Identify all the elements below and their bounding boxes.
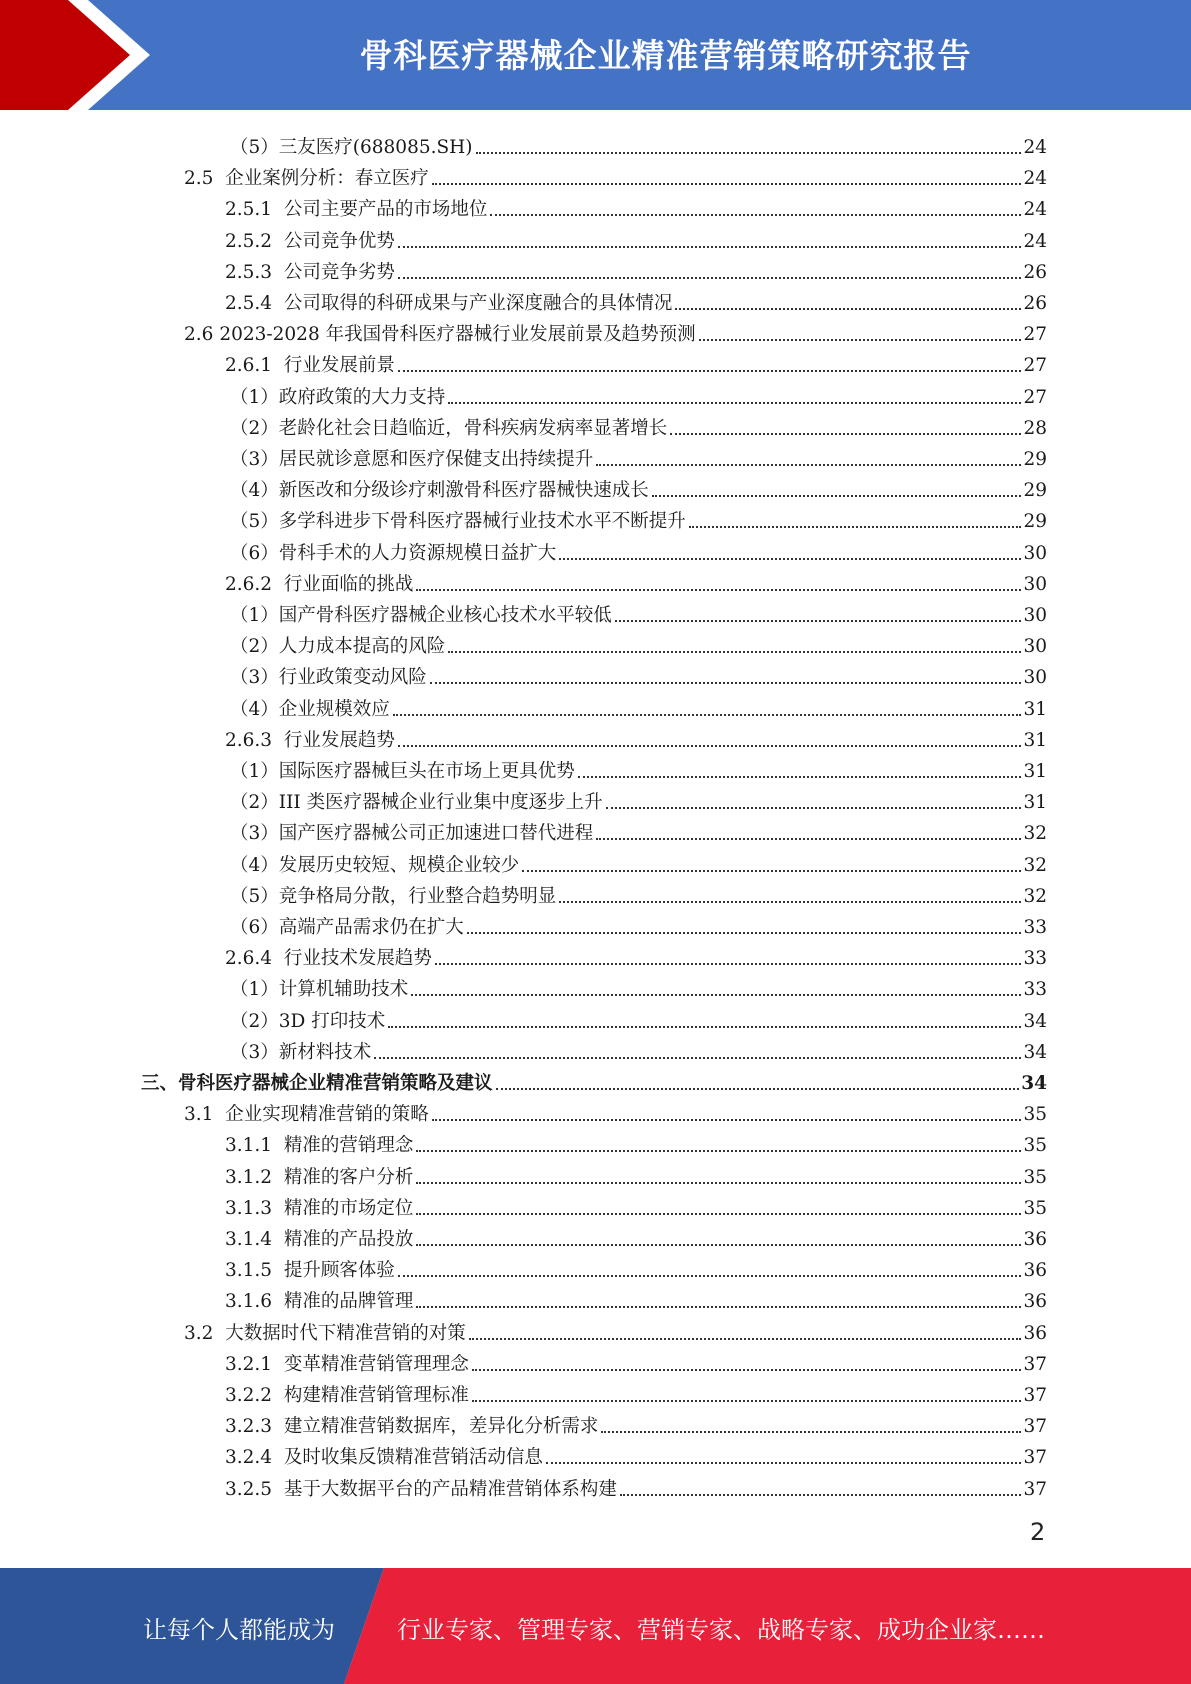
toc-entry-number: 3.2.4 bbox=[225, 1447, 284, 1468]
toc-entry-page: 37 bbox=[1023, 1385, 1047, 1406]
toc-dot-leader bbox=[388, 1025, 1021, 1028]
toc-dot-leader bbox=[596, 463, 1021, 466]
toc-entry[interactable] bbox=[230, 752, 1047, 783]
toc-entry-number: （3） bbox=[230, 823, 279, 844]
toc-entry-number: （3） bbox=[230, 667, 279, 688]
toc-entry-page: 33 bbox=[1023, 948, 1047, 969]
toc-dot-leader bbox=[476, 151, 1022, 154]
toc-entry[interactable] bbox=[230, 471, 1047, 502]
toc-entry-page: 32 bbox=[1023, 855, 1047, 876]
footer-slogan-left: 让每个人都能成为 bbox=[143, 1616, 335, 1644]
toc-entry[interactable] bbox=[225, 1220, 1047, 1251]
toc-entry-page: 27 bbox=[1023, 324, 1047, 345]
toc-entry-page: 31 bbox=[1023, 792, 1047, 813]
toc-entry-title: 人力成本提高的风险 bbox=[278, 636, 446, 657]
toc-dot-leader bbox=[416, 1181, 1021, 1184]
toc-entry-page: 30 bbox=[1023, 605, 1047, 626]
toc-entry-number: （3） bbox=[230, 449, 279, 470]
toc-dot-leader bbox=[432, 1118, 1022, 1121]
header-arrow-icon bbox=[0, 0, 160, 110]
toc-dot-leader bbox=[522, 869, 1021, 872]
toc-entry-title: 精准的客户分析 bbox=[283, 1167, 414, 1188]
toc-entry[interactable] bbox=[225, 721, 1047, 752]
toc-dot-leader bbox=[416, 1243, 1021, 1246]
toc-entry[interactable] bbox=[184, 159, 1047, 190]
toc-dot-leader bbox=[374, 1056, 1021, 1059]
toc-entry-title: 高端产品需求仍在扩大 bbox=[278, 917, 464, 938]
toc-dot-leader bbox=[675, 307, 1021, 310]
toc-entry-number: 2.5.1 bbox=[225, 199, 284, 220]
toc-dot-leader bbox=[393, 713, 1022, 716]
toc-dot-leader bbox=[398, 369, 1022, 372]
toc-entry-number: 2.6.1 bbox=[225, 355, 284, 376]
toc-entry[interactable] bbox=[225, 346, 1047, 377]
toc-entry-title: 新材料技术 bbox=[278, 1042, 372, 1063]
toc-entry-title: 行业政策变动风险 bbox=[278, 667, 427, 688]
toc-dot-leader bbox=[615, 619, 1022, 622]
toc-entry-number: （5） bbox=[230, 511, 279, 532]
toc-dot-leader bbox=[601, 1430, 1021, 1433]
toc-entry-page: 35 bbox=[1023, 1135, 1047, 1156]
toc-entry-page: 24 bbox=[1023, 137, 1047, 158]
toc-entry-page: 26 bbox=[1023, 293, 1047, 314]
toc-entry-page: 24 bbox=[1023, 199, 1047, 220]
toc-entry-number: （2） bbox=[230, 418, 279, 439]
toc-entry[interactable] bbox=[225, 1345, 1047, 1376]
toc-entry[interactable] bbox=[225, 222, 1047, 253]
toc-entry-page: 36 bbox=[1023, 1260, 1047, 1281]
toc-entry[interactable] bbox=[230, 690, 1047, 721]
toc-entry-title: 公司竞争劣势 bbox=[283, 262, 395, 283]
toc-entry-number: 3.2 bbox=[184, 1323, 226, 1344]
toc-dot-leader bbox=[398, 276, 1022, 279]
toc-entry-title: 政府政策的大力支持 bbox=[278, 387, 446, 408]
page-number: 2 bbox=[1030, 1518, 1046, 1546]
toc-entry-number: 3.1.5 bbox=[225, 1260, 284, 1281]
toc-entry[interactable] bbox=[230, 627, 1047, 658]
toc-entry-title: 竞争格局分散，行业整合趋势明显 bbox=[278, 886, 557, 907]
toc-entry[interactable] bbox=[230, 1033, 1047, 1064]
toc-entry[interactable] bbox=[225, 1158, 1047, 1189]
toc-entry[interactable] bbox=[230, 440, 1047, 471]
toc-entry-number: 3.2.3 bbox=[225, 1416, 284, 1437]
toc-dot-leader bbox=[559, 557, 1021, 560]
toc-dot-leader bbox=[416, 1212, 1021, 1215]
toc-entry-title: 及时收集反馈精准营销活动信息 bbox=[283, 1447, 543, 1468]
toc-entry-title: 建立精准营销数据库，差异化分析需求 bbox=[283, 1416, 599, 1437]
toc-entry-title: 精准的品牌管理 bbox=[283, 1291, 414, 1312]
toc-entry-page: 33 bbox=[1023, 979, 1047, 1000]
toc-entry[interactable] bbox=[230, 877, 1047, 908]
toc-entry-title: 老龄化社会日趋临近，骨科疾病发病率显著增长 bbox=[278, 418, 668, 439]
toc-entry[interactable] bbox=[141, 1064, 1047, 1095]
toc-entry-title: 三友医疗(688085.SH) bbox=[278, 137, 473, 158]
toc-dot-leader bbox=[559, 900, 1021, 903]
toc-entry-page: 37 bbox=[1023, 1479, 1047, 1500]
toc-dot-leader bbox=[670, 432, 1021, 435]
toc-entry-number: 三、 bbox=[141, 1073, 179, 1094]
toc-entry[interactable] bbox=[225, 1251, 1047, 1282]
toc-entry-number: 2.5.4 bbox=[225, 293, 284, 314]
toc-entry-number: （4） bbox=[230, 855, 279, 876]
toc-dot-leader bbox=[448, 401, 1021, 404]
toc-entry[interactable] bbox=[230, 128, 1047, 159]
toc-entry-title: 国产医疗器械公司正加速进口替代进程 bbox=[278, 823, 594, 844]
toc-entry-page: 35 bbox=[1023, 1167, 1047, 1188]
toc-entry-page: 34 bbox=[1021, 1073, 1047, 1094]
toc-entry[interactable] bbox=[230, 658, 1047, 689]
toc-entry-title: 公司取得的科研成果与产业深度融合的具体情况 bbox=[283, 293, 673, 314]
toc-dot-leader bbox=[496, 1087, 1020, 1090]
toc-entry[interactable] bbox=[230, 908, 1047, 939]
toc-entry-number: （6） bbox=[230, 917, 279, 938]
toc-entry-number: （4） bbox=[230, 480, 279, 501]
toc-entry-page: 26 bbox=[1023, 262, 1047, 283]
toc-entry[interactable] bbox=[225, 1470, 1047, 1501]
toc-entry-number: （1） bbox=[230, 979, 279, 1000]
toc-entry-title: 构建精准营销管理标准 bbox=[283, 1385, 469, 1406]
toc-dot-leader bbox=[699, 338, 1022, 341]
toc-entry-number: （5） bbox=[230, 886, 279, 907]
toc-entry-title: 基于大数据平台的产品精准营销体系构建 bbox=[283, 1479, 617, 1500]
toc-entry-number: 3.2.5 bbox=[225, 1479, 284, 1500]
toc-dot-leader bbox=[606, 806, 1022, 809]
toc-entry-title: 行业发展趋势 bbox=[283, 730, 395, 751]
toc-entry-number: （5） bbox=[230, 137, 279, 158]
toc-entry-page: 27 bbox=[1023, 355, 1047, 376]
toc-entry[interactable] bbox=[225, 284, 1047, 315]
toc-entry-page: 27 bbox=[1023, 387, 1047, 408]
toc-dot-leader bbox=[416, 1149, 1021, 1152]
toc-entry-title: 行业技术发展趋势 bbox=[283, 948, 432, 969]
toc-entry-title: 2023-2028 年我国骨科医疗器械行业发展前景及趋势预测 bbox=[219, 324, 696, 345]
toc-entry-title: 居民就诊意愿和医疗保健支出持续提升 bbox=[278, 449, 594, 470]
toc-entry-title: 发展历史较短、规模企业较少 bbox=[278, 855, 520, 876]
toc-entry-page: 34 bbox=[1023, 1042, 1047, 1063]
toc-dot-leader bbox=[416, 588, 1021, 591]
toc-entry[interactable] bbox=[184, 1095, 1047, 1126]
toc-entry-number: 3.1 bbox=[184, 1104, 226, 1125]
toc-entry-number: （1） bbox=[230, 761, 279, 782]
toc-entry-title: 企业案例分析：春立医疗 bbox=[225, 168, 429, 189]
toc-entry-number: 2.5.2 bbox=[225, 231, 284, 252]
toc-entry-number: 3.1.1 bbox=[225, 1135, 284, 1156]
toc-entry[interactable] bbox=[225, 939, 1047, 970]
toc-entry-title: 精准的营销理念 bbox=[283, 1135, 414, 1156]
toc-entry-number: （4） bbox=[230, 699, 279, 720]
toc-dot-leader bbox=[596, 837, 1021, 840]
toc-dot-leader bbox=[448, 650, 1021, 653]
toc-dot-leader bbox=[472, 1368, 1022, 1371]
toc-entry-number: （2） bbox=[230, 1011, 279, 1032]
toc-dot-leader bbox=[411, 993, 1021, 996]
toc-dot-leader bbox=[398, 744, 1022, 747]
toc-entry-page: 28 bbox=[1023, 418, 1047, 439]
toc-entry-page: 31 bbox=[1023, 761, 1047, 782]
toc-entry-page: 31 bbox=[1023, 730, 1047, 751]
toc-dot-leader bbox=[652, 494, 1022, 497]
toc-dot-leader bbox=[472, 1399, 1022, 1402]
toc-entry-number: 3.2.2 bbox=[225, 1385, 284, 1406]
toc-dot-leader bbox=[435, 962, 1022, 965]
toc-entry-number: 2.6.2 bbox=[225, 574, 284, 595]
toc-entry-page: 33 bbox=[1023, 917, 1047, 938]
toc-entry-number: （1） bbox=[230, 605, 279, 626]
toc-entry[interactable] bbox=[225, 1282, 1047, 1313]
toc-entry[interactable] bbox=[230, 378, 1047, 409]
toc-entry-page: 37 bbox=[1023, 1447, 1047, 1468]
toc-entry[interactable] bbox=[184, 1314, 1047, 1345]
toc-entry-title: III 类医疗器械企业行业集中度逐步上升 bbox=[278, 792, 603, 813]
toc-entry[interactable] bbox=[230, 1002, 1047, 1033]
toc-entry-number: 3.1.2 bbox=[225, 1167, 284, 1188]
toc-entry-title: 国产骨科医疗器械企业核心技术水平较低 bbox=[278, 605, 612, 626]
toc-entry-page: 32 bbox=[1023, 823, 1047, 844]
toc-entry-title: 变革精准营销管理理念 bbox=[283, 1354, 469, 1375]
toc-entry-title: 骨科医疗器械企业精准营销策略及建议 bbox=[178, 1073, 493, 1094]
toc-entry-number: 3.1.4 bbox=[225, 1229, 284, 1250]
toc-dot-leader bbox=[398, 1274, 1022, 1277]
toc-dot-leader bbox=[490, 213, 1021, 216]
toc-entry-title: 公司竞争优势 bbox=[283, 231, 395, 252]
toc-entry-title: 3D 打印技术 bbox=[278, 1011, 386, 1032]
toc-entry[interactable] bbox=[225, 1407, 1047, 1438]
toc-entry[interactable] bbox=[225, 565, 1047, 596]
toc-entry-page: 36 bbox=[1023, 1291, 1047, 1312]
toc-entry-number: （1） bbox=[230, 387, 279, 408]
toc-entry-title: 企业实现精准营销的策略 bbox=[225, 1104, 429, 1125]
toc-entry-title: 大数据时代下精准营销的对策 bbox=[225, 1323, 466, 1344]
toc-entry-page: 36 bbox=[1023, 1323, 1047, 1344]
toc-entry-title: 行业面临的挑战 bbox=[283, 574, 414, 595]
toc-dot-leader bbox=[469, 1337, 1022, 1340]
toc-entry-number: 2.5 bbox=[184, 168, 226, 189]
toc-dot-leader bbox=[467, 931, 1022, 934]
toc-entry-title: 精准的市场定位 bbox=[283, 1198, 414, 1219]
toc-dot-leader bbox=[416, 1305, 1021, 1308]
toc-dot-leader bbox=[398, 245, 1022, 248]
toc-entry[interactable] bbox=[225, 253, 1047, 284]
toc-entry[interactable] bbox=[230, 846, 1047, 877]
toc-entry[interactable] bbox=[230, 596, 1047, 627]
toc-entry-title: 企业规模效应 bbox=[278, 699, 390, 720]
toc-dot-leader bbox=[432, 182, 1022, 185]
toc-entry[interactable] bbox=[230, 534, 1047, 565]
toc-entry[interactable] bbox=[225, 1126, 1047, 1157]
toc-entry-page: 24 bbox=[1023, 168, 1047, 189]
toc-entry-number: （6） bbox=[230, 543, 279, 564]
toc-entry[interactable] bbox=[230, 409, 1047, 440]
toc-entry-number: （2） bbox=[230, 636, 279, 657]
toc-entry-title: 国际医疗器械巨头在市场上更具优势 bbox=[278, 761, 575, 782]
toc-entry-title: 多学科进步下骨科医疗器械行业技术水平不断提升 bbox=[278, 511, 686, 532]
toc-entry-title: 公司主要产品的市场地位 bbox=[283, 199, 488, 220]
toc-entry-page: 37 bbox=[1023, 1416, 1047, 1437]
toc-entry-number: （3） bbox=[230, 1042, 279, 1063]
toc-entry-page: 37 bbox=[1023, 1354, 1047, 1375]
toc-entry-number: 3.1.6 bbox=[225, 1291, 284, 1312]
toc-entry-page: 29 bbox=[1023, 511, 1047, 532]
toc-entry[interactable] bbox=[225, 190, 1047, 221]
toc-entry-page: 36 bbox=[1023, 1229, 1047, 1250]
toc-entry[interactable] bbox=[225, 1189, 1047, 1220]
toc-entry-number: 2.5.3 bbox=[225, 262, 284, 283]
toc-entry-page: 29 bbox=[1023, 480, 1047, 501]
toc-entry-title: 新医改和分级诊疗刺激骨科医疗器械快速成长 bbox=[278, 480, 649, 501]
footer-banner bbox=[0, 1568, 1191, 1684]
toc-entry-page: 35 bbox=[1023, 1198, 1047, 1219]
toc-entry-page: 32 bbox=[1023, 886, 1047, 907]
toc-dot-leader bbox=[689, 525, 1022, 528]
toc-entry-number: 2.6 bbox=[184, 324, 220, 345]
toc-entry[interactable] bbox=[184, 315, 1047, 346]
toc-dot-leader bbox=[578, 775, 1022, 778]
toc-entry-title: 骨科手术的人力资源规模日益扩大 bbox=[278, 543, 557, 564]
toc-entry-page: 35 bbox=[1023, 1104, 1047, 1125]
toc-entry-number: 3.2.1 bbox=[225, 1354, 284, 1375]
toc-entry-page: 29 bbox=[1023, 449, 1047, 470]
footer-slogan-right: 行业专家、管理专家、营销专家、战略专家、成功企业家…… bbox=[397, 1616, 1045, 1644]
toc-entry-page: 31 bbox=[1023, 699, 1047, 720]
toc-entry-number: 2.6.3 bbox=[225, 730, 284, 751]
toc-entry-page: 24 bbox=[1023, 231, 1047, 252]
toc-entry-title: 行业发展前景 bbox=[283, 355, 395, 376]
toc-entry[interactable] bbox=[225, 1438, 1047, 1469]
toc-entry[interactable] bbox=[230, 970, 1047, 1001]
toc-entry-page: 34 bbox=[1023, 1011, 1047, 1032]
toc-entry-page: 30 bbox=[1023, 636, 1047, 657]
toc-entry[interactable] bbox=[230, 814, 1047, 845]
toc-entry-number: （2） bbox=[230, 792, 279, 813]
toc-entry-title: 提升顾客体验 bbox=[283, 1260, 395, 1281]
toc-entry-number: 2.6.4 bbox=[225, 948, 284, 969]
report-title: 骨科医疗器械企业精准营销策略研究报告 bbox=[359, 36, 972, 75]
toc-entry[interactable] bbox=[230, 502, 1047, 533]
toc-entry-title: 计算机辅助技术 bbox=[278, 979, 409, 1000]
toc-entry-page: 30 bbox=[1023, 667, 1047, 688]
toc-entry-page: 30 bbox=[1023, 574, 1047, 595]
toc-dot-leader bbox=[430, 681, 1022, 684]
toc-entry[interactable] bbox=[225, 1376, 1047, 1407]
toc-entry-page: 30 bbox=[1023, 543, 1047, 564]
header-banner bbox=[0, 0, 1191, 110]
toc-dot-leader bbox=[620, 1493, 1022, 1496]
toc-entry[interactable] bbox=[230, 783, 1047, 814]
toc-entry-title: 精准的产品投放 bbox=[283, 1229, 414, 1250]
toc-dot-leader bbox=[546, 1461, 1022, 1464]
toc-entry-number: 3.1.3 bbox=[225, 1198, 284, 1219]
